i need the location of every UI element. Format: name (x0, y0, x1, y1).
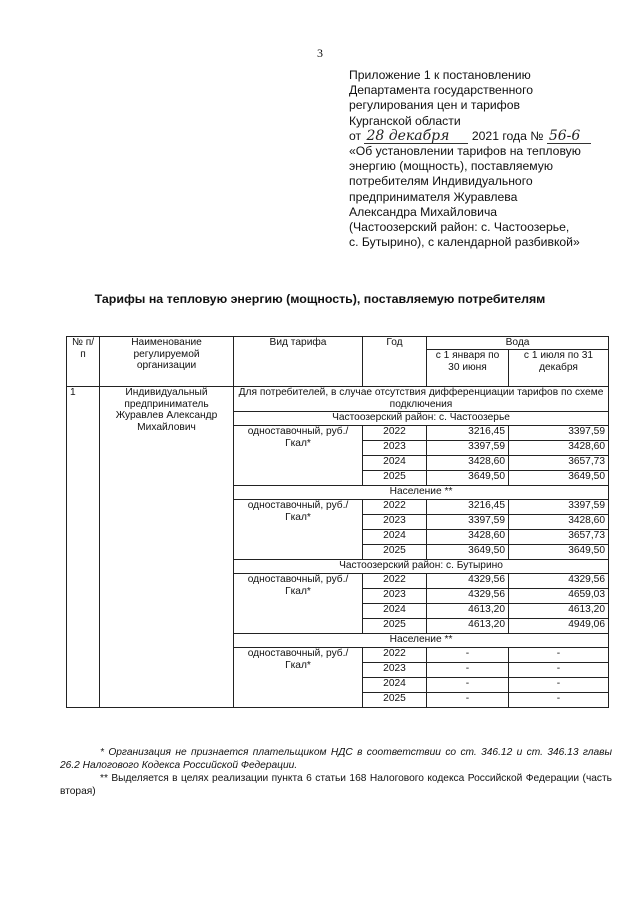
date-prefix: от (349, 128, 362, 143)
value-h2: 4949,06 (509, 619, 609, 634)
value-h1: 3428,60 (427, 530, 509, 545)
value-h1: - (427, 663, 509, 678)
header-org: Наименование регулируемой организации (100, 337, 234, 387)
approval-subject-line: с. Бутырино), с календарной разбивкой» (349, 235, 580, 250)
approval-subject-line: «Об установлении тарифов на тепловую (349, 144, 581, 159)
approval-line: Департамента государственного (349, 83, 534, 98)
value-h2: 3657,73 (509, 456, 609, 471)
tariff-label: одноставочный, руб./Гкал* (234, 426, 363, 486)
value-h1: 4329,56 (427, 589, 509, 604)
value-h2: - (509, 663, 609, 678)
tariff-label: одноставочный, руб./Гкал* (234, 500, 363, 560)
footnotes (60, 746, 612, 798)
year-cell: 2023 (363, 663, 427, 678)
document-title: Тарифы на тепловую энергию (мощность), поставляемую потребителям (94, 292, 546, 306)
group-heading: Частоозерский район: с. Бутырино (234, 560, 609, 574)
approval-line: Приложение 1 к постановлению (349, 68, 531, 82)
approval-date-line (349, 129, 629, 144)
value-h1: 4329,56 (427, 574, 509, 589)
year-cell: 2024 (363, 678, 427, 693)
value-h1: 3649,50 (427, 471, 509, 486)
value-h2: 3397,59 (509, 500, 609, 515)
year-cell: 2025 (363, 693, 427, 708)
header-period-2: с 1 июля по 31 декабря (509, 350, 609, 387)
year-cell: 2024 (363, 530, 427, 545)
value-h1: 3216,45 (427, 426, 509, 441)
value-h2: 4613,20 (509, 604, 609, 619)
group-heading: Частоозерский район: с. Частоозерье (234, 412, 609, 426)
year-cell: 2024 (363, 456, 427, 471)
value-h1: 3397,59 (427, 515, 509, 530)
value-h2: 3649,50 (509, 545, 609, 560)
value-h1: 3216,45 (427, 500, 509, 515)
value-h2: - (509, 678, 609, 693)
approval-block (349, 68, 629, 250)
tariff-table (66, 336, 609, 708)
year-cell: 2022 (363, 500, 427, 515)
year-cell: 2025 (363, 545, 427, 560)
value-h2: - (509, 693, 609, 708)
value-h1: 3649,50 (427, 545, 509, 560)
value-h2: 3428,60 (509, 515, 609, 530)
value-h2: 3428,60 (509, 441, 609, 456)
year-cell: 2022 (363, 426, 427, 441)
value-h2: 4659,03 (509, 589, 609, 604)
header-period-1: с 1 января по 30 июня (427, 350, 509, 387)
year-cell: 2023 (363, 515, 427, 530)
value-h2: 3657,73 (509, 530, 609, 545)
value-h2: 3397,59 (509, 426, 609, 441)
header-year: Год (363, 337, 427, 387)
approval-line: регулирования цен и тарифов (349, 98, 520, 113)
value-h1: - (427, 678, 509, 693)
tariff-label: одноставочный, руб./Гкал* (234, 574, 363, 634)
value-h1: 3397,59 (427, 441, 509, 456)
footnote-1: * Организация не признается плательщиком НДС в соответствии со ст. 346.12 и ст. 346.13 главы 26.2 Налогового Кодекса Российской Федерации. (60, 747, 612, 771)
approval-line: Курганской области (349, 113, 461, 128)
approval-subject-line: (Частоозерский район: с. Частоозерье, (349, 220, 570, 235)
footnote-2: ** Выделяется в целях реализации пункта 6 статьи 168 Налогового кодекса Российской Федерации (часть вторая) (60, 773, 612, 797)
table-header-row (67, 337, 609, 350)
approval-subject-line: энергию (мощность), поставляемую (349, 159, 554, 174)
value-h1: 4613,20 (427, 604, 509, 619)
value-h2: - (509, 648, 609, 663)
year-cell: 2025 (363, 619, 427, 634)
year-cell: 2023 (363, 589, 427, 604)
date-year: 2021 года № (471, 128, 544, 143)
value-h1: 3428,60 (427, 456, 509, 471)
organization-name: Индивидуальный предприниматель Журавлев Александр Михайлович (100, 387, 234, 708)
year-cell: 2024 (363, 604, 427, 619)
year-cell: 2023 (363, 441, 427, 456)
value-h1: - (427, 648, 509, 663)
header-tariff-type: Вид тарифа (234, 337, 363, 387)
year-cell: 2022 (363, 574, 427, 589)
tariff-label: одноставочный, руб./Гкал* (234, 648, 363, 708)
value-h2: 4329,56 (509, 574, 609, 589)
value-h1: - (427, 693, 509, 708)
handwritten-number: 56-6 (547, 130, 591, 144)
table-row (67, 387, 609, 412)
value-h2: 3649,50 (509, 471, 609, 486)
group-heading: Население ** (234, 634, 609, 648)
page-number: 3 (317, 46, 323, 60)
handwritten-date: 28 декабря (364, 130, 468, 144)
approval-subject-line: предпринимателя Журавлева (349, 189, 518, 204)
header-water: Вода (427, 337, 609, 350)
header-num: № п/п (67, 337, 100, 387)
approval-subject-line: потребителям Индивидуального (349, 174, 533, 189)
group-heading: Население ** (234, 486, 609, 500)
approval-subject-line: Александра Михайловича (349, 204, 498, 219)
row-number: 1 (67, 387, 100, 708)
year-cell: 2022 (363, 648, 427, 663)
section-heading: Для потребителей, в случае отсутствия дифференциации тарифов по схеме подключения (234, 387, 609, 412)
year-cell: 2025 (363, 471, 427, 486)
value-h1: 4613,20 (427, 619, 509, 634)
